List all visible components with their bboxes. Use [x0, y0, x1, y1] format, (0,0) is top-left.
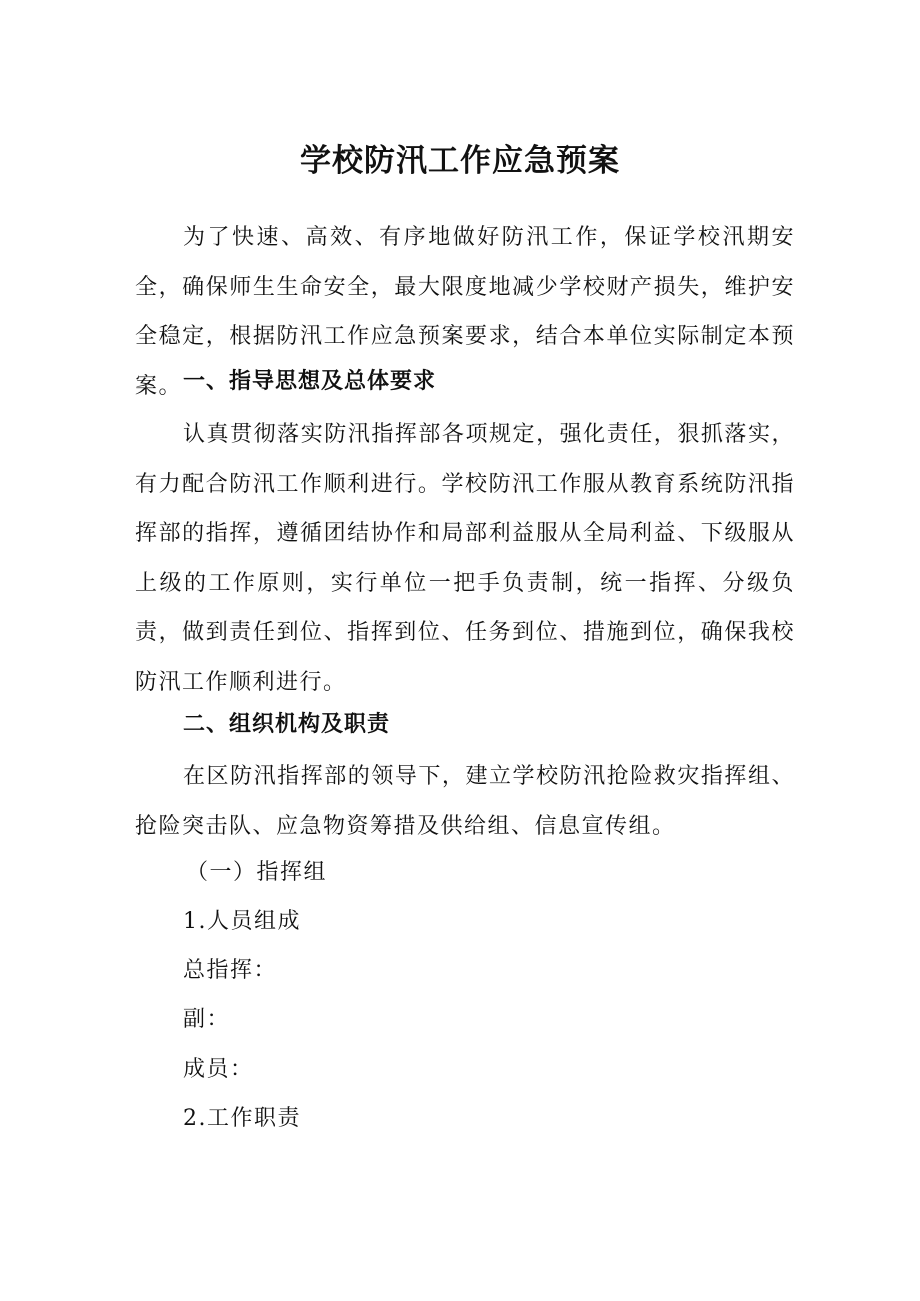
item-duties: 2.工作职责: [183, 1106, 301, 1131]
section-1-heading: 一、指导思想及总体要求: [183, 369, 437, 394]
section-2-paragraph: 在区防汛指挥部的领导下，建立学校防汛抢险救灾指挥组、抢险突击队、应急物资筹措及供给组、信息宣传组。: [135, 764, 795, 839]
field-members: 成员：: [183, 1057, 254, 1082]
intro-paragraph: 为了快速、高效、有序地做好防汛工作，保证学校汛期安全，确保师生生命安全，最大限度地减少学校财产损失，维护安全稳定，根据防汛工作应急预案要求，结合本单位实际制定本预案。: [135, 225, 795, 399]
section-2-heading: 二、组织机构及职责: [183, 712, 391, 737]
section-1-paragraph: 认真贯彻落实防汛指挥部各项规定，强化责任，狠抓落实，有力配合防汛工作顺利进行。学校防汛工作服从教育系统防汛指挥部的指挥，遵循团结协作和局部利益服从全局利益、下级服从上级的工作原则，实行单位一把手负责制，统一指挥、分级负责，做到责任到位、指挥到位、任务到位、措施到位，确保我校防汛工作顺利进行。: [135, 422, 795, 695]
document-title: 学校防汛工作应急预案: [300, 143, 620, 179]
field-deputy: 副：: [183, 1007, 231, 1032]
item-personnel: 1.人员组成: [183, 909, 301, 934]
field-commander: 总指挥：: [183, 958, 278, 983]
subsection-command-group: （一）指挥组: [186, 860, 328, 885]
